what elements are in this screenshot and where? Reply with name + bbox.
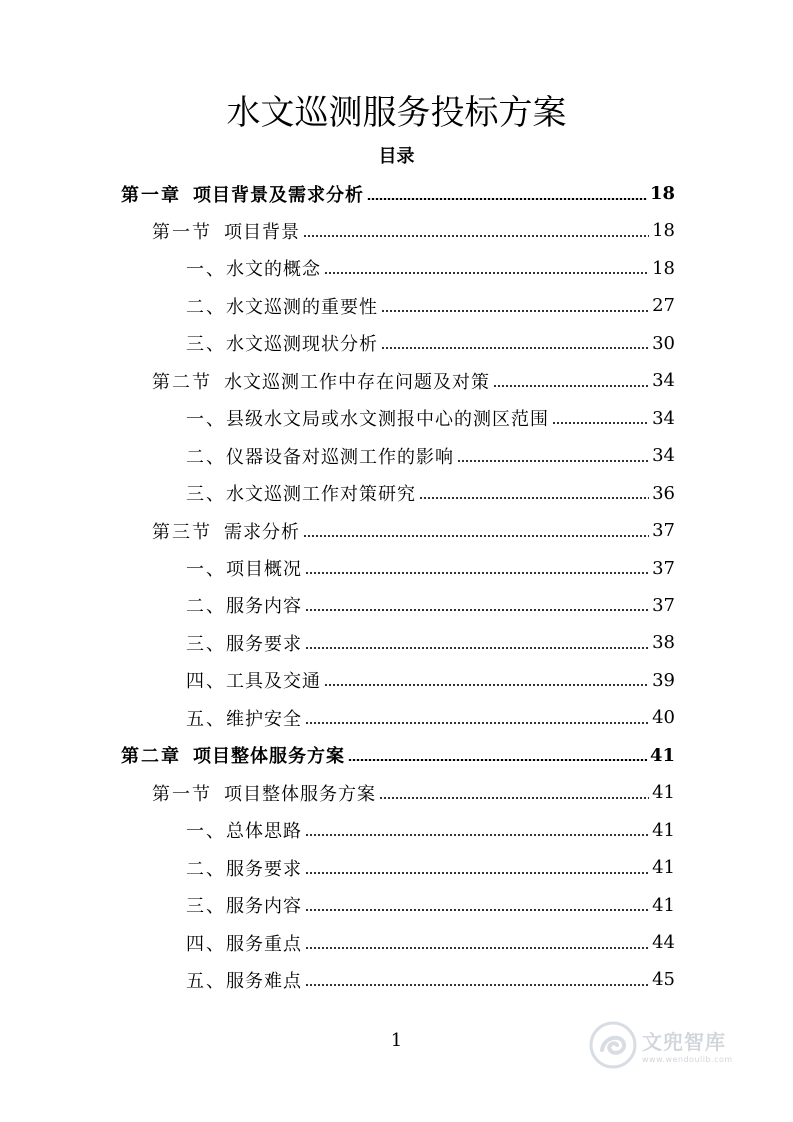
toc-entry-label: 水文巡测的重要性	[226, 296, 378, 318]
toc-dot-leader	[379, 797, 649, 799]
toc-entry-number: 一、	[186, 821, 226, 843]
watermark-name: 文兜智库	[642, 1030, 726, 1054]
toc-entry-number: 四、	[186, 671, 226, 693]
toc-entry-label: 仪器设备对巡测工作的影响	[226, 446, 454, 468]
toc-entry-number: 五、	[186, 970, 226, 992]
toc-entry-level-1[interactable]	[121, 175, 675, 212]
toc-entry-page: 18	[652, 220, 675, 242]
document-title: 水文巡测服务投标方案	[226, 93, 567, 133]
toc-entry-label: 服务内容	[226, 896, 302, 918]
watermark	[588, 1018, 758, 1072]
toc-dot-leader	[305, 984, 649, 986]
toc-entry-page: 41	[652, 819, 675, 841]
toc-entry-level-2[interactable]	[152, 212, 675, 249]
toc-entry-page: 39	[652, 669, 675, 691]
toc-entry-level-3[interactable]	[186, 624, 675, 661]
toc-dot-leader	[305, 722, 649, 724]
toc-heading: 目录	[378, 146, 415, 167]
toc-entry-level-2[interactable]	[152, 512, 675, 549]
toc-dot-leader	[324, 684, 649, 686]
toc-entry-label: 县级水文局或水文测报中心的测区范围	[226, 409, 549, 431]
toc-entry-number: 第二节	[152, 371, 212, 393]
toc-entry-level-3[interactable]	[186, 662, 675, 699]
toc-entry-page: 40	[652, 707, 675, 729]
toc-entry-label: 服务重点	[226, 933, 302, 955]
toc-entry-label: 水文巡测现状分析	[226, 334, 378, 356]
toc-entry-level-3[interactable]	[186, 325, 675, 362]
toc-entry-page: 41	[652, 782, 675, 804]
toc-dot-leader	[305, 647, 649, 649]
toc-entry-page: 34	[652, 445, 675, 467]
toc-dot-leader	[305, 572, 649, 574]
toc-entry-number: 一、	[186, 409, 226, 431]
toc-entry-number: 一、	[186, 559, 226, 580]
toc-dot-leader	[303, 535, 649, 537]
toc-dot-leader	[381, 310, 649, 312]
toc-entry-label: 水文巡测工作对策研究	[226, 484, 416, 506]
toc-entry-label: 服务要求	[226, 858, 302, 880]
toc-entry-label: 水文巡测工作中存在问题及对策	[224, 371, 490, 393]
toc-dot-leader	[493, 385, 649, 387]
toc-entry-label: 项目整体服务方案	[224, 783, 376, 805]
toc-entry-level-2[interactable]	[152, 774, 675, 811]
toc-dot-leader	[324, 272, 649, 274]
toc-entry-number: 二、	[186, 296, 226, 318]
toc-entry-page: 41	[652, 857, 675, 879]
toc-dot-leader	[305, 947, 649, 949]
toc-entry-level-3[interactable]	[186, 287, 675, 324]
toc-entry-level-2[interactable]	[152, 362, 675, 399]
toc-entry-label: 项目概况	[226, 559, 302, 580]
toc-entry-label: 项目背景	[224, 221, 300, 243]
toc-entry-page: 36	[652, 482, 675, 504]
toc-entry-level-3[interactable]	[186, 812, 675, 849]
toc-entry-level-3[interactable]	[186, 849, 675, 886]
toc-dot-leader	[305, 909, 649, 911]
toc-entry-label: 水文的概念	[226, 259, 321, 281]
toc-entry-level-3[interactable]	[186, 887, 675, 924]
toc-entry-number: 第一节	[152, 783, 212, 805]
toc-entry-number: 第二章	[121, 746, 181, 768]
toc-entry-level-3[interactable]	[186, 400, 675, 437]
toc-entry-page: 34	[652, 407, 675, 429]
toc-entry-page: 37	[652, 520, 675, 542]
toc-entry-number: 第三节	[152, 521, 212, 543]
toc-entry-page: 41	[652, 894, 675, 916]
toc-entry-page: 30	[652, 332, 675, 354]
toc-entry-page: 44	[652, 932, 675, 953]
toc-entry-page: 41	[649, 744, 675, 766]
toc-entry-number: 三、	[186, 484, 226, 506]
toc-dot-leader	[457, 460, 649, 462]
toc-entry-number: 第一节	[152, 221, 212, 243]
toc-entry-number: 三、	[186, 633, 226, 655]
swirl-logo-icon	[588, 1020, 638, 1070]
toc-entry-page: 37	[652, 557, 675, 579]
toc-entry-level-3[interactable]	[186, 587, 675, 624]
toc-entry-number: 二、	[186, 858, 226, 880]
toc-entry-page: 38	[652, 632, 675, 654]
toc-entry-level-3[interactable]	[186, 699, 675, 736]
toc-dot-leader	[419, 497, 649, 499]
toc-entry-level-3[interactable]	[186, 437, 675, 474]
toc-entry-label: 需求分析	[224, 521, 300, 543]
toc-entry-number: 二、	[186, 446, 226, 468]
toc-dot-leader	[552, 422, 649, 424]
toc-entry-label: 服务要求	[226, 633, 302, 655]
toc-entry-level-3[interactable]	[186, 550, 675, 587]
toc-entry-label: 项目整体服务方案	[193, 746, 345, 768]
toc-entry-number: 五、	[186, 708, 226, 730]
toc-entry-level-3[interactable]	[186, 961, 675, 998]
toc-entry-page: 37	[652, 594, 675, 616]
toc-entry-level-1[interactable]	[121, 737, 675, 774]
toc-entry-label: 工具及交通	[226, 671, 321, 693]
toc-entry-level-3[interactable]	[186, 250, 675, 287]
toc-dot-leader	[305, 872, 649, 874]
toc-dot-leader	[367, 198, 647, 200]
toc-entry-level-3[interactable]	[186, 924, 675, 961]
toc-entry-number: 三、	[186, 334, 226, 356]
toc-entry-label: 维护安全	[226, 708, 302, 730]
toc-entry-page: 34	[652, 370, 675, 392]
toc-dot-leader	[303, 235, 649, 237]
toc-dot-leader	[305, 834, 649, 836]
toc-entry-page: 27	[652, 295, 675, 317]
toc-entry-level-3[interactable]	[186, 475, 675, 512]
toc-entry-number: 四、	[186, 933, 226, 955]
toc-entry-label: 服务难点	[226, 970, 302, 992]
toc-entry-page: 18	[649, 183, 675, 204]
toc-dot-leader	[381, 347, 649, 349]
toc-dot-leader	[348, 759, 647, 761]
toc-entry-label: 项目背景及需求分析	[193, 184, 364, 206]
toc-entry-number: 第一章	[121, 184, 181, 206]
toc-dot-leader	[305, 609, 649, 611]
toc-entry-number: 三、	[186, 896, 226, 918]
toc-entry-label: 服务内容	[226, 596, 302, 618]
watermark-url: www.wendoulib.com	[642, 1055, 733, 1064]
toc-entry-page: 45	[652, 969, 675, 991]
page-number: 1	[390, 1030, 403, 1051]
toc-entry-label: 总体思路	[226, 821, 302, 843]
toc-entry-page: 18	[652, 257, 675, 279]
toc-entry-number: 二、	[186, 596, 226, 618]
toc-entry-number: 一、	[186, 259, 226, 281]
